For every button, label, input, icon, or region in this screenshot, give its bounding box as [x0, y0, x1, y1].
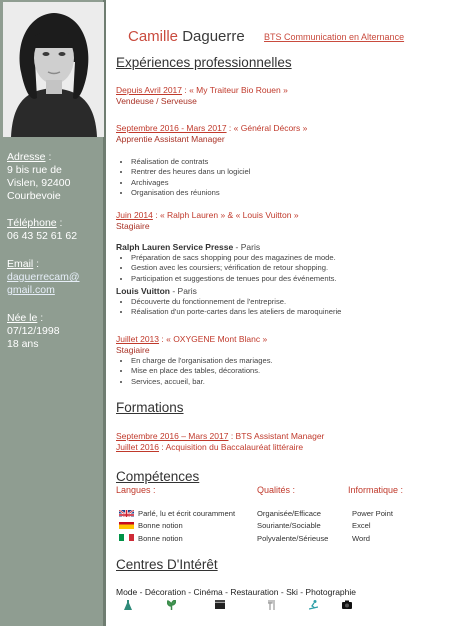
qualities-label: Qualités :	[257, 485, 296, 495]
phone-block: Téléphone : 06 43 52 61 62	[7, 217, 78, 242]
formation-text: : Acquisition du Baccalauréat littéraire	[159, 442, 304, 452]
task-item: • En charge de l'organisation des mariages.	[131, 356, 273, 366]
dress-icon	[124, 600, 132, 612]
address-line: 9 bis rue de	[7, 164, 62, 176]
italy-flag-icon	[119, 531, 134, 541]
task-item: • Services, accueil, bar.	[131, 377, 273, 387]
task-item: • Archivages	[131, 178, 250, 188]
employer-city: - Paris	[169, 286, 197, 296]
formation-date: Septembre 2016 – Mars 2017	[116, 431, 229, 441]
job-tasks	[120, 356, 273, 387]
job-role: Apprentie Assistant Manager	[116, 134, 225, 144]
quality-item: Polyvalente/Sérieuse	[257, 534, 329, 543]
employer-line	[116, 242, 260, 252]
quality-item: Organisée/Efficace	[257, 509, 322, 518]
task-item: • Réalisation de contrats	[131, 157, 250, 167]
first-name: Camille	[128, 28, 179, 45]
job-date: Juin 2014	[116, 210, 153, 220]
clapperboard-icon	[215, 600, 225, 611]
job-heading	[116, 334, 267, 344]
plant-icon	[167, 600, 176, 612]
it-label: Informatique :	[348, 485, 404, 495]
email-link[interactable]: gmail.com	[7, 284, 55, 296]
address-label: Adresse	[7, 151, 46, 163]
employer-name: Louis Vuitton	[116, 286, 170, 296]
task-item: • Gestion avec les coursiers; vérification de retour shopping.	[131, 263, 337, 273]
job-place: : « My Traiteur Bio Rouen »	[182, 85, 288, 95]
phone-label: Téléphone	[7, 217, 57, 229]
it-skill: Word	[352, 534, 371, 543]
interests-list: Mode - Décoration - Cinéma - Restauration - Ski - Photographie	[116, 587, 356, 597]
it-skill: Excel	[352, 521, 371, 530]
language-level: Parlé, lu et écrit couramment	[138, 509, 236, 518]
task-item: • Découverte du fonctionnement de l'entreprise.	[131, 297, 341, 307]
task-item: • Rentrer des heures dans un logiciel	[131, 167, 250, 177]
task-item: • Préparation de sacs shopping pour des magazines de mode.	[131, 253, 337, 263]
job-date: Depuis Avril 2017	[116, 85, 182, 95]
task-item: • Organisation des réunions	[131, 188, 250, 198]
email-block: Email : daguerrecam@ gmail.com	[7, 258, 80, 296]
languages-label: Langues :	[116, 485, 156, 495]
job-tasks	[120, 297, 341, 318]
formation-item	[116, 442, 303, 452]
job-role: Stagiaire	[116, 345, 150, 355]
email-link[interactable]: daguerrecam@	[7, 271, 80, 283]
job-place: : « Général Décors »	[226, 123, 308, 133]
language-level: Bonne notion	[138, 534, 183, 543]
job-heading	[116, 210, 299, 220]
skier-icon	[309, 600, 318, 612]
address-block: Adresse : 9 bis rue de Vislen, 92400 Courbevoie	[7, 151, 71, 202]
interests-title: Centres D'Intérêt	[116, 557, 218, 572]
job-role: Vendeuse / Serveuse	[116, 96, 197, 106]
job-date: Juillet 2013	[116, 334, 160, 344]
language-level: Bonne notion	[138, 521, 183, 530]
employer-line	[116, 286, 197, 296]
job-tasks	[120, 157, 250, 199]
email-label: Email	[7, 258, 34, 270]
birth-block: Née le : 07/12/1998 18 ans	[7, 312, 60, 350]
sidebar	[0, 0, 106, 626]
birth-date: 07/12/1998	[7, 325, 60, 337]
experience-title: Expériences professionnelles	[116, 55, 292, 70]
task-item: • Participation et suggestions de tenues pour des événements.	[131, 274, 337, 284]
formations-title: Formations	[116, 400, 184, 415]
job-heading	[116, 123, 307, 133]
formation-date: Juillet 2016	[116, 442, 160, 452]
formation-item	[116, 431, 324, 441]
profile-photo	[3, 2, 104, 137]
job-date: Septembre 2016 - Mars 2017	[116, 123, 227, 133]
full-name	[128, 28, 245, 45]
last-name: Daguerre	[182, 28, 245, 45]
cutlery-icon	[268, 600, 276, 612]
spain-flag-icon	[119, 519, 134, 529]
main-content	[116, 0, 464, 626]
quality-item: Souriante/Sociable	[257, 521, 321, 530]
birth-label: Née le	[7, 312, 38, 324]
job-place: : « Ralph Lauren » & « Louis Vuitton »	[152, 210, 299, 220]
phone-number: 06 43 52 61 62	[7, 230, 78, 242]
headline: BTS Communication en Alternance	[264, 32, 405, 42]
uk-flag-icon	[119, 507, 134, 517]
camera-icon	[342, 600, 352, 611]
address-line: Vislen, 92400	[7, 177, 71, 189]
age: 18 ans	[7, 338, 39, 350]
address-line: Courbevoie	[7, 190, 61, 202]
job-heading	[116, 85, 288, 95]
job-place: : « OXYGENE Mont Blanc »	[159, 334, 268, 344]
job-role: Stagiaire	[116, 221, 150, 231]
it-skill: Power Point	[352, 509, 393, 518]
job-tasks	[120, 253, 337, 284]
task-item: • Mise en place des tables, décorations.	[131, 366, 273, 376]
task-item: • Réalisation d'un porte-cartes dans les ateliers de maroquinerie	[131, 307, 341, 317]
formation-text: : BTS Assistant Manager	[228, 431, 325, 441]
employer-name: Ralph Lauren Service Presse	[116, 242, 234, 252]
employer-city: - Paris	[233, 242, 261, 252]
skills-title: Compétences	[116, 469, 200, 484]
